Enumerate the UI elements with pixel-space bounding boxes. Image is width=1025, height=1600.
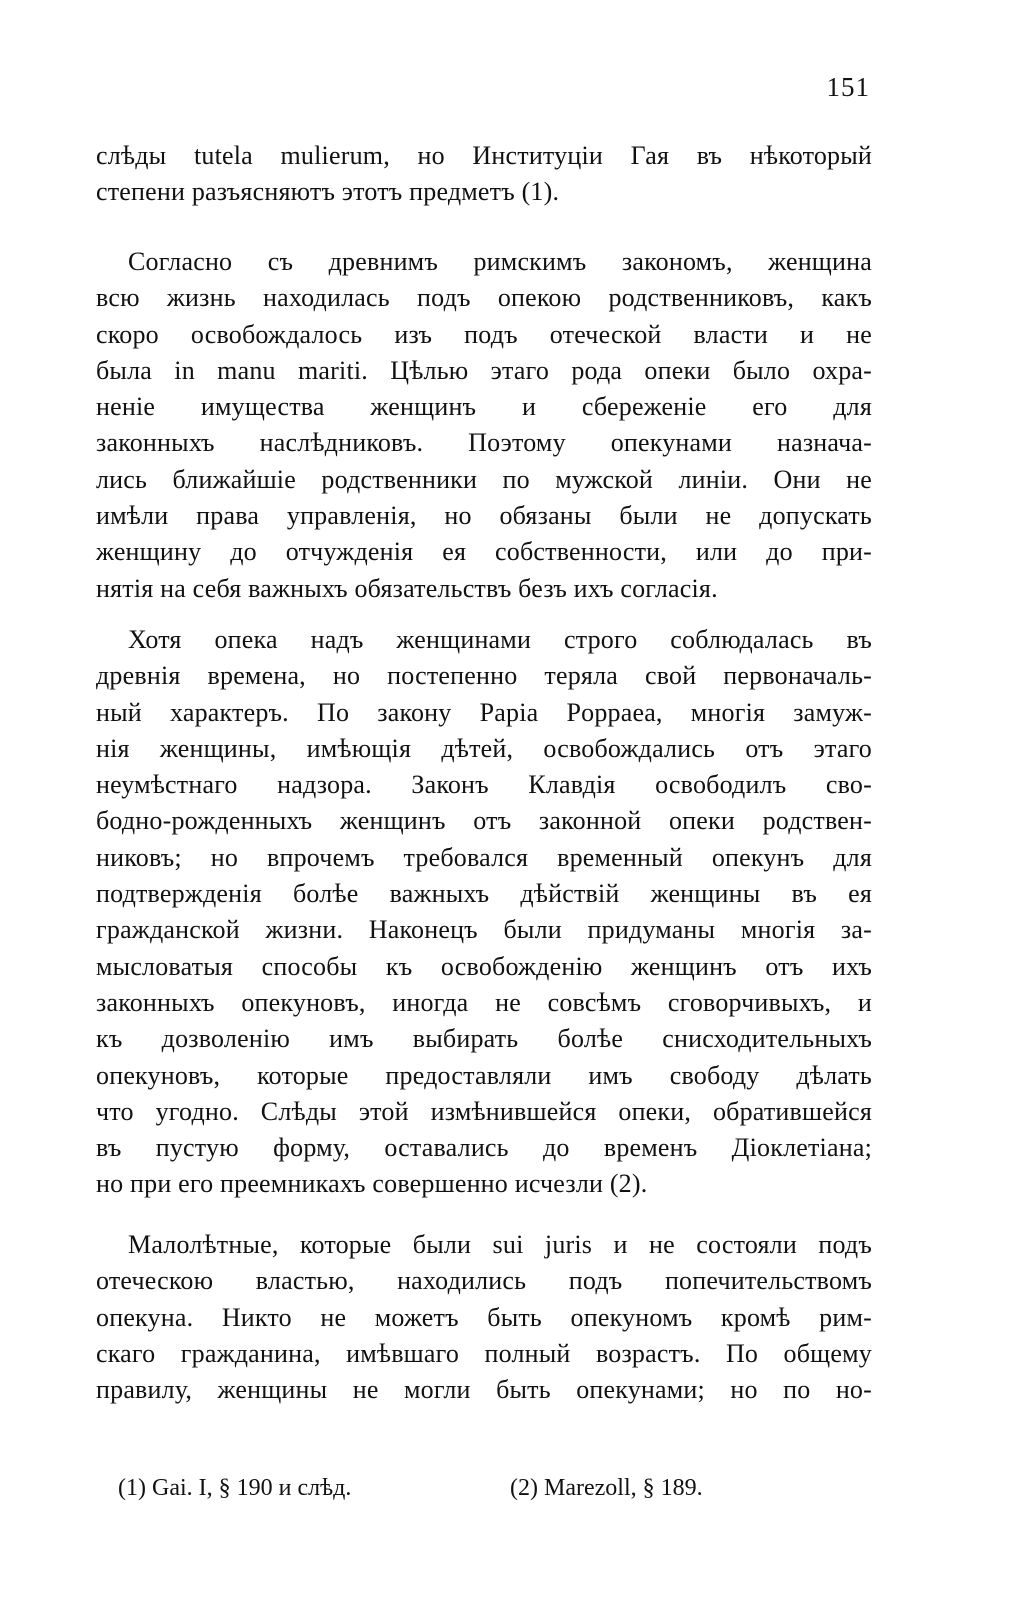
- text-line: скоро освобождалось изъ подъ отеческой власти и не: [96, 319, 872, 349]
- text-line: нятія на себя важныхъ обязательствъ безъ ихъ согласія.: [96, 573, 718, 603]
- text-line: законныхъ наслѣдниковъ. Поэтому опекунами назнача-: [96, 428, 872, 458]
- text-line: къ дозволенію имъ выбирать болѣе снисходительныхъ: [96, 1024, 872, 1054]
- text-line: ный характеръ. По закону Papia Poppaea, многія замуж-: [96, 697, 872, 727]
- footnote-2: (2) Marezoll, § 189.: [510, 1475, 703, 1501]
- text-line: всю жизнь находилась подъ опекою родственниковъ, какъ: [96, 283, 872, 313]
- paragraph-1: [96, 138, 872, 211]
- text-line: опекуна. Никто не можетъ быть опекуномъ кромѣ рим-: [96, 1302, 872, 1332]
- text-line: лись ближайшіе родственники по мужской линіи. Они не: [96, 464, 872, 494]
- text-line: была in manu mariti. Цѣлью этаго рода опеки было охра-: [96, 355, 872, 385]
- text-line: опекуновъ, которые предоставляли имъ свободу дѣлать: [96, 1060, 872, 1090]
- text-line: гражданской жизни. Наконецъ были придуманы многія за-: [96, 915, 872, 945]
- text-line: Хотя опека надъ женщинами строго соблюдалась въ: [128, 625, 872, 654]
- text-line: подтвержденія болѣе важныхъ дѣйствій женщины въ ея: [96, 879, 872, 909]
- footnotes: [118, 1470, 798, 1506]
- text-line: имѣли права управленія, но обязаны были не допускать: [96, 501, 872, 531]
- text-line: женщину до отчужденія ея собственности, или до при-: [96, 537, 872, 567]
- footnote-1: (1) Gai. I, § 190 и слѣд.: [118, 1475, 352, 1501]
- text-line: скаго гражданина, имѣвшаго полный возрастъ. По общему: [96, 1338, 872, 1368]
- text-line: древнія времена, но постепенно теряла свой первоначаль-: [96, 661, 872, 691]
- text-line: никовъ; но впрочемъ требовался временный опекунъ для: [96, 842, 872, 872]
- text-line: Согласно съ древнимъ римскимъ закономъ, женщина: [128, 247, 872, 276]
- text-line: отеческою властью, находились подъ попечительствомъ: [96, 1266, 872, 1296]
- text-line: бодно-рожденныхъ женщинъ отъ законной опеки родствен-: [96, 806, 872, 836]
- paragraph-2: [96, 244, 872, 607]
- text-line: что угодно. Слѣды этой измѣнившейся опеки, обратившейся: [96, 1096, 872, 1126]
- text-line: законныхъ опекуновъ, иногда не совсѣмъ сговорчивыхъ, и: [96, 987, 872, 1017]
- text-line: слѣды tutela mulierum, но Институціи Гая въ нѣкоторый: [96, 141, 872, 170]
- page-number: 151: [826, 72, 870, 102]
- text-line: Малолѣтные, которые были sui juris и не состояли подъ: [128, 1230, 872, 1259]
- text-line: нія женщины, имѣющія дѣтей, освобождались отъ этаго: [96, 733, 872, 763]
- text-line: мысловатыя способы къ освобожденію женщинъ отъ ихъ: [96, 951, 872, 981]
- paragraph-3: [96, 622, 872, 1203]
- text-line: правилу, женщины не могли быть опекунами; но по но-: [96, 1375, 872, 1405]
- paragraph-4: [96, 1227, 872, 1408]
- text-line: степени разъясняютъ этотъ предметъ (1).: [96, 177, 560, 207]
- text-line: неніе имущества женщинъ и сбереженіе его для: [96, 392, 872, 422]
- text-line: но при его преемникахъ совершенно исчезли (2).: [96, 1169, 648, 1199]
- text-line: въ пустую форму, оставались до временъ Діоклетіана;: [96, 1133, 872, 1163]
- text-line: неумѣстнаго надзора. Законъ Клавдія освободилъ сво-: [96, 770, 872, 800]
